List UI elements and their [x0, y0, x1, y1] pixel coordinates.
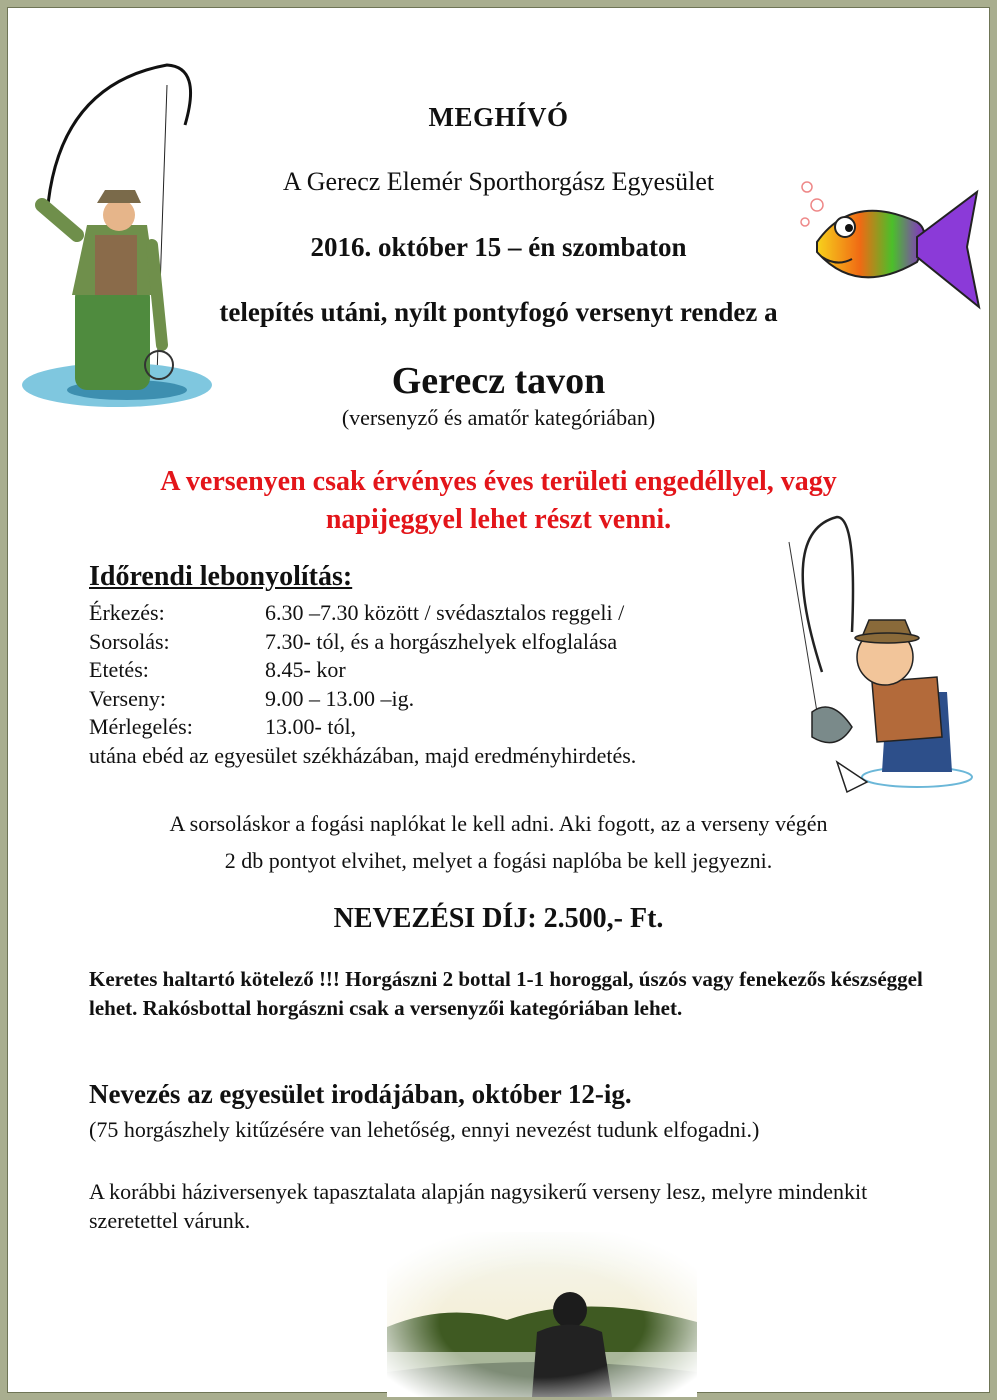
- registration-heading: Nevezés az egyesület irodájában, október 12-ig.: [89, 1079, 632, 1109]
- schedule-label: Érkezés:: [89, 600, 165, 625]
- schedule-label: Mérlegelés:: [89, 714, 193, 739]
- invitation-title: MEGHÍVÓ: [428, 102, 569, 132]
- schedule-value: 6.30 –7.30 között / svédasztalos reggeli /: [265, 600, 625, 625]
- schedule-value: 13.00- tól,: [265, 714, 357, 739]
- schedule-list: [89, 599, 636, 770]
- catch-notes: [7, 805, 990, 879]
- lakeside-angler-photo: [387, 1232, 697, 1397]
- closing-text: A korábbi háziversenyek tapasztalata alapján nagysikerű verseny lesz, melyre mindenkit szeretettel várunk.: [89, 1179, 868, 1233]
- schedule-after: utána ebéd az egyesület székházában, majd eredményhirdetés.: [89, 742, 637, 768]
- schedule-value: 7.30- tól, és a horgászhelyek elfoglalása: [265, 628, 618, 654]
- schedule-label: Sorsolás:: [89, 628, 170, 654]
- schedule-row: [89, 628, 636, 657]
- cartoon-angler-illustration: [777, 512, 977, 802]
- event-description: telepítés utáni, nyílt pontyfogó versenyt rendez a: [219, 297, 778, 327]
- schedule-label: Etetés:: [89, 657, 149, 682]
- permit-warning-line-1: A versenyen csak érvényes éves területi engedéllyel, vagy: [160, 466, 837, 497]
- schedule-value: 9.00 – 13.00 –ig.: [265, 685, 415, 711]
- schedule-row: [89, 685, 636, 714]
- fishing-rules: Keretes haltartó kötelező !!! Horgászni 2 bottal 1-1 horoggal, úszós vagy fenekezős készséggel lehet. Rakósbottal horgászni csak a versenyzői kategóriában lehet.: [89, 967, 923, 1020]
- catch-notes-line-1: A sorsoláskor a fogási naplókat le kell adni. Aki fogott, az a verseny végén: [169, 811, 828, 836]
- schedule-row: [89, 656, 636, 685]
- categories-note: (versenyző és amatőr kategóriában): [341, 405, 656, 430]
- permit-warning: [7, 463, 990, 539]
- schedule-value: 8.45- kor: [265, 657, 346, 682]
- permit-warning-line-2: napijeggyel lehet részt venni.: [325, 504, 672, 535]
- schedule-row: [89, 713, 636, 742]
- organizer-name: A Gerecz Elemér Sporthorgász Egyesület: [282, 167, 715, 196]
- catch-notes-line-2: 2 db pontyot elvihet, melyet a fogási naplóba be kell jegyezni.: [224, 848, 773, 873]
- venue-name: Gerecz tavon: [391, 360, 606, 402]
- registration-note: (75 horgászhely kitűzésére van lehetőség, ennyi nevezést tudunk elfogadni.): [89, 1117, 760, 1142]
- entry-fee: NEVEZÉSI DÍJ: 2.500,- Ft.: [333, 903, 664, 934]
- schedule-heading: Időrendi lebonyolítás:: [89, 561, 353, 592]
- schedule-row: [89, 599, 636, 628]
- event-date: 2016. október 15 – én szombaton: [310, 232, 687, 262]
- schedule-label: Verseny:: [89, 685, 166, 711]
